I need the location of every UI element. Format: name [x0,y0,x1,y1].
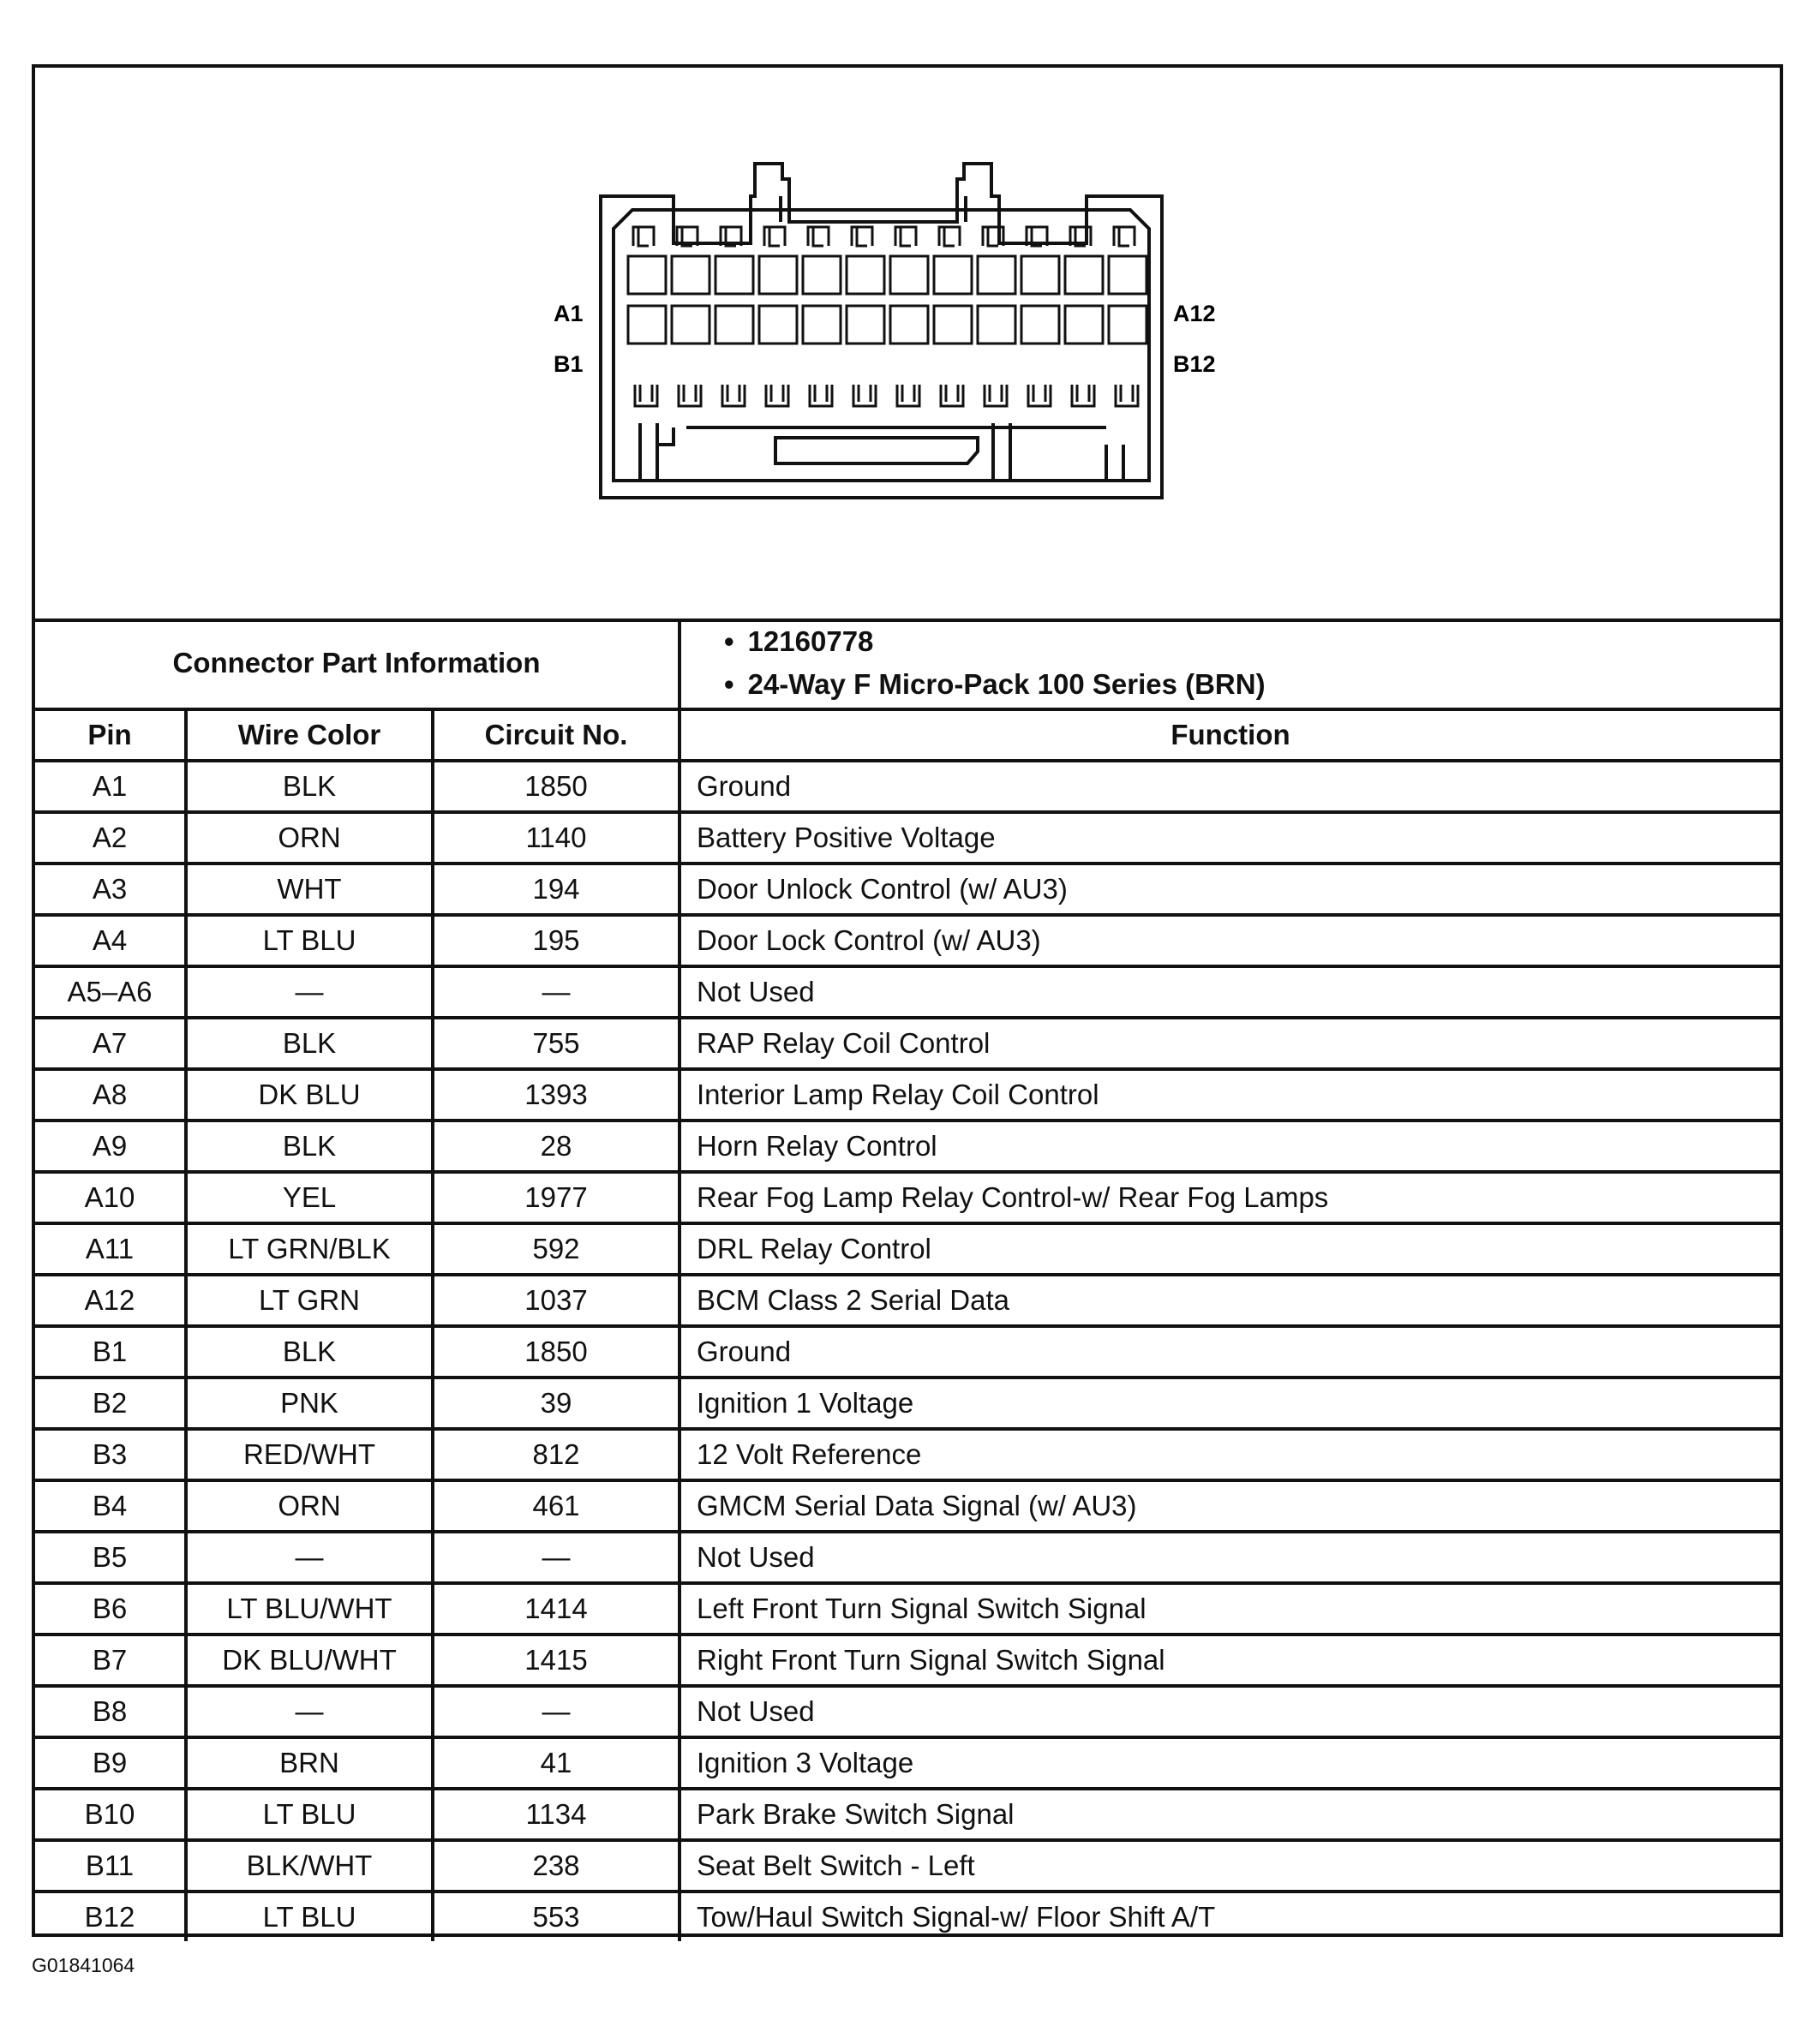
figure-id: G01841064 [32,1954,135,1976]
circuit-cell: 1850 [433,761,680,812]
function-cell: Right Front Turn Signal Switch Signal [680,1635,1780,1686]
cavity-a [847,256,884,294]
circuit-cell: 592 [433,1223,680,1275]
table-row [35,1275,1780,1326]
function-cell: Not Used [680,1686,1780,1737]
table-row [35,1480,1780,1532]
circuit-cell: 41 [433,1737,680,1789]
connector-diagram-area [35,68,1780,622]
pin-label-b12: B12 [1173,351,1216,377]
wire-color-cell: LT GRN/BLK [186,1223,433,1275]
cavity-b [890,306,928,344]
circuit-cell: 1393 [433,1069,680,1121]
pin-cell: A3 [35,864,186,915]
part-number: • 12160778 [724,620,1780,663]
circuit-cell: 1037 [433,1275,680,1326]
latch-b-icon [1028,385,1051,406]
circuit-cell: 755 [433,1018,680,1069]
function-cell: Ground [680,1326,1780,1378]
latch-b-icon [635,385,657,406]
function-cell: Not Used [680,1532,1780,1583]
latch-b-icon [766,385,788,406]
pin-cell: A9 [35,1121,186,1172]
function-cell: Battery Positive Voltage [680,812,1780,864]
table-row [35,1223,1780,1275]
circuit-cell: — [433,1686,680,1737]
document-frame [32,64,1783,1937]
pin-cell: A12 [35,1275,186,1326]
cavity-b [628,306,666,344]
pin-cell: B9 [35,1737,186,1789]
pin-cell: A10 [35,1172,186,1223]
wire-color-cell: LT BLU/WHT [186,1583,433,1635]
function-cell: Seat Belt Switch - Left [680,1840,1780,1892]
wire-color-cell: WHT [186,864,433,915]
function-cell: Ignition 3 Voltage [680,1737,1780,1789]
latch-b-icon [722,385,745,406]
pin-cell: B5 [35,1532,186,1583]
pin-cell: B6 [35,1583,186,1635]
table-row [35,1429,1780,1480]
latch-a-icon [808,227,829,246]
pinout-table [35,619,1780,1941]
wire-color-cell: — [186,1532,433,1583]
table-row [35,812,1780,864]
latch-a-icon [895,227,916,246]
latch-b-icon [1116,385,1138,406]
pin-cell: B10 [35,1789,186,1840]
table-row [35,1018,1780,1069]
cavity-b [803,306,841,344]
function-cell: Door Unlock Control (w/ AU3) [680,864,1780,915]
table-header-row [35,709,1780,761]
cavity-b [1065,306,1103,344]
circuit-cell: 812 [433,1429,680,1480]
latch-a-icon [1114,227,1135,246]
pin-cell: B11 [35,1840,186,1892]
circuit-cell: 194 [433,864,680,915]
pin-cell: B3 [35,1429,186,1480]
circuit-cell: 553 [433,1892,680,1941]
circuit-cell: 1414 [433,1583,680,1635]
wire-color-cell: RED/WHT [186,1429,433,1480]
pin-cell: A2 [35,812,186,864]
pin-cell: A8 [35,1069,186,1121]
latch-b-icon [679,385,701,406]
pin-cell: A4 [35,915,186,966]
function-cell: Door Lock Control (w/ AU3) [680,915,1780,966]
wire-color-cell: BLK [186,1018,433,1069]
function-cell: GMCM Serial Data Signal (w/ AU3) [680,1480,1780,1532]
connector-info-row [35,619,1780,709]
circuit-cell: — [433,1532,680,1583]
wire-color-cell: PNK [186,1378,433,1429]
pin-cell: B7 [35,1635,186,1686]
pin-cell: A11 [35,1223,186,1275]
circuit-cell: 238 [433,1840,680,1892]
cavity-a [1065,256,1103,294]
wire-color-cell: BLK [186,761,433,812]
table-row [35,1532,1780,1583]
pin-cell: B2 [35,1378,186,1429]
pin-cell: B8 [35,1686,186,1737]
pin-label-a12: A12 [1173,301,1216,326]
pin-cell: B1 [35,1326,186,1378]
wire-color-cell: ORN [186,1480,433,1532]
function-cell: DRL Relay Control [680,1223,1780,1275]
cavity-a [934,256,972,294]
latch-a-icon [764,227,785,246]
wire-color-cell: LT GRN [186,1275,433,1326]
connector-info-label: Connector Part Information [35,619,680,709]
latch-b-icon [897,385,919,406]
wire-color-cell: ORN [186,812,433,864]
latch-a-icon [633,227,654,246]
pin-label-a1: A1 [554,301,584,326]
wire-color-cell: BRN [186,1737,433,1789]
circuit-cell: 39 [433,1378,680,1429]
header-function: Function [680,709,1780,761]
pin-cell: A5–A6 [35,966,186,1018]
wire-color-cell: YEL [186,1172,433,1223]
cavity-b [1021,306,1059,344]
latch-b-icon [810,385,832,406]
circuit-cell: 1850 [433,1326,680,1378]
table-row [35,761,1780,812]
table-row [35,1635,1780,1686]
circuit-cell: 461 [433,1480,680,1532]
cavity-a [715,256,753,294]
wire-color-cell: — [186,1686,433,1737]
table-row [35,1326,1780,1378]
circuit-cell: 1140 [433,812,680,864]
wire-color-cell: LT BLU [186,915,433,966]
header-wire-color: Wire Color [186,709,433,761]
header-circuit: Circuit No. [433,709,680,761]
circuit-cell: 1977 [433,1172,680,1223]
cavity-a [628,256,666,294]
function-cell: Park Brake Switch Signal [680,1789,1780,1840]
cavity-b [715,306,753,344]
wire-color-cell: DK BLU [186,1069,433,1121]
latch-b-icon [941,385,963,406]
wire-color-cell: DK BLU/WHT [186,1635,433,1686]
latch-a-icon [852,227,872,246]
table-row [35,1686,1780,1737]
cavity-a [672,256,709,294]
cavity-b [1109,306,1146,344]
cavity-a [803,256,841,294]
function-cell: 12 Volt Reference [680,1429,1780,1480]
cavity-a [978,256,1015,294]
connector-description: • 24-Way F Micro-Pack 100 Series (BRN) [724,663,1780,706]
table-row [35,1378,1780,1429]
cavity-a [1109,256,1146,294]
wire-color-cell: BLK [186,1121,433,1172]
cavity-a [759,256,797,294]
circuit-cell: 28 [433,1121,680,1172]
function-cell: RAP Relay Coil Control [680,1018,1780,1069]
cavity-b [759,306,797,344]
cavity-b [978,306,1015,344]
pin-label-b1: B1 [554,351,584,377]
table-row [35,1583,1780,1635]
latch-b-icon [853,385,876,406]
table-row [35,864,1780,915]
wire-color-cell: BLK/WHT [186,1840,433,1892]
table-row [35,1892,1780,1941]
circuit-cell: 195 [433,915,680,966]
pin-cell: B12 [35,1892,186,1941]
latch-b-icon [985,385,1007,406]
function-cell: Interior Lamp Relay Coil Control [680,1069,1780,1121]
wire-color-cell: LT BLU [186,1892,433,1941]
function-cell: Horn Relay Control [680,1121,1780,1172]
table-row [35,1172,1780,1223]
cavity-b [934,306,972,344]
table-row [35,1789,1780,1840]
header-pin: Pin [35,709,186,761]
table-row [35,1121,1780,1172]
table-row [35,966,1780,1018]
function-cell: Rear Fog Lamp Relay Control-w/ Rear Fog Lamps [680,1172,1780,1223]
pin-cell: B4 [35,1480,186,1532]
wire-color-cell: BLK [186,1326,433,1378]
connector-info-values [680,619,1780,709]
latch-b-icon [1072,385,1094,406]
table-row [35,1840,1780,1892]
cavity-a [1021,256,1059,294]
function-cell: Tow/Haul Switch Signal-w/ Floor Shift A/T [680,1892,1780,1941]
wire-color-cell: — [186,966,433,1018]
pin-cell: A1 [35,761,186,812]
function-cell: Ignition 1 Voltage [680,1378,1780,1429]
circuit-cell: 1415 [433,1635,680,1686]
cavity-a [890,256,928,294]
function-cell: Ground [680,761,1780,812]
table-row [35,915,1780,966]
table-row [35,1737,1780,1789]
cavity-b [847,306,884,344]
function-cell: Not Used [680,966,1780,1018]
cavity-b [672,306,709,344]
wire-color-cell: LT BLU [186,1789,433,1840]
table-row [35,1069,1780,1121]
circuit-cell: — [433,966,680,1018]
function-cell: BCM Class 2 Serial Data [680,1275,1780,1326]
function-cell: Left Front Turn Signal Switch Signal [680,1583,1780,1635]
latch-a-icon [939,227,960,246]
connector-face-diagram [35,68,1780,619]
pin-cell: A7 [35,1018,186,1069]
circuit-cell: 1134 [433,1789,680,1840]
